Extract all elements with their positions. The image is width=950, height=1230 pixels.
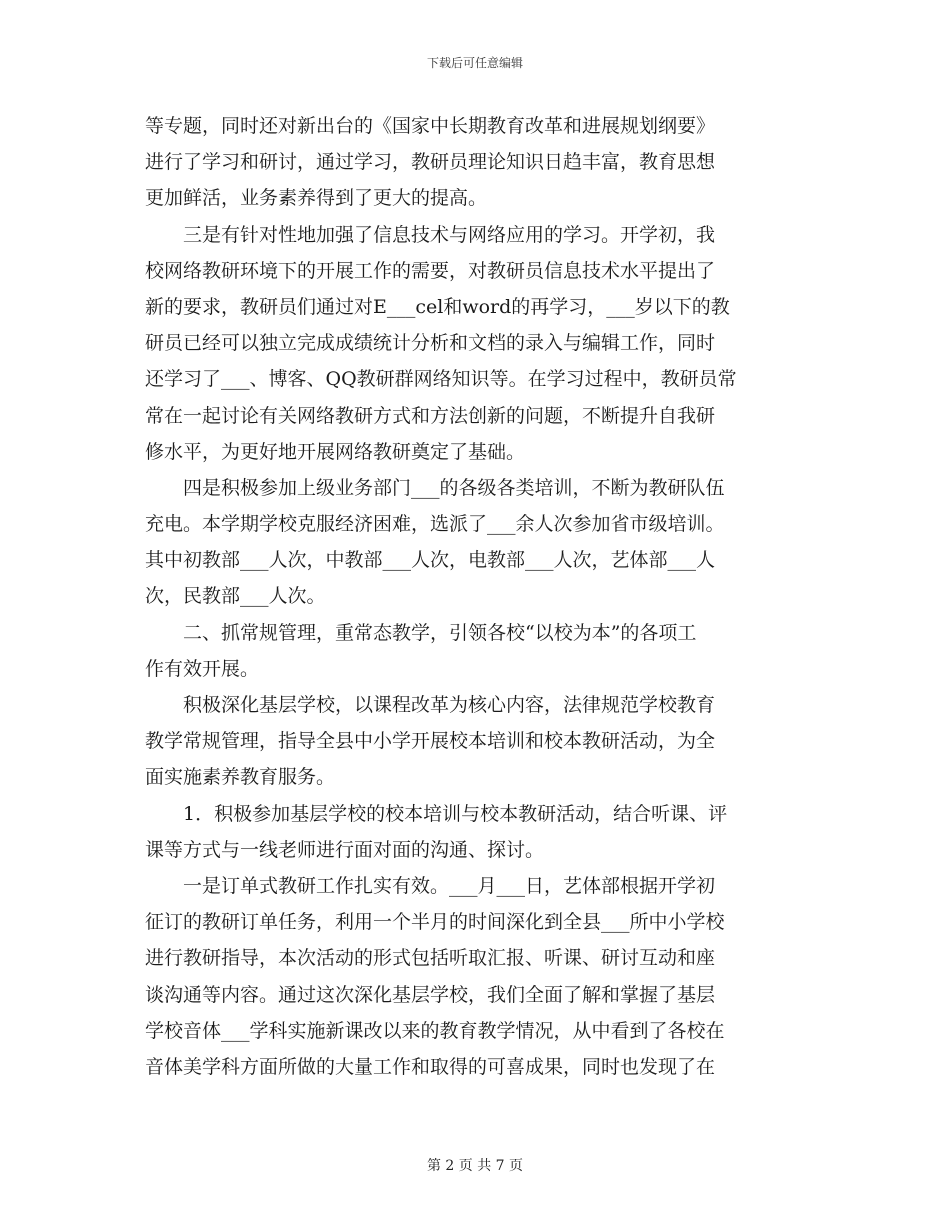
text-line: 充电。本学期学校克服经济困难，选派了___余人次参加省市级培训。: [145, 513, 725, 536]
text-line: 修水平，为更好地开展网络教研奠定了基础。: [145, 440, 526, 463]
text-line: 校网络教研环境下的开展工作的需要，对教研员信息技术水平提出了: [145, 259, 716, 282]
text-line: 其中初教部___人次，中教部___人次，电教部___人次，艺体部___人: [145, 549, 716, 572]
text-line: 积极深化基层学校，以课程改革为核心内容，法律规范学校教育: [183, 694, 716, 716]
text-line: 常在一起讨论有关网络教研方式和方法创新的问题，不断提升自我研: [145, 404, 716, 427]
text-line: 教学常规管理，指导全县中小学开展校本培训和校本教研活动，为全: [145, 730, 716, 753]
text-line: 谈沟通等内容。通过这次深化基层学校，我们全面了解和掌握了基层: [145, 983, 716, 1006]
text-line: 新的要求，教研员们通过对E___cel和word的再学习，___岁以下的教: [145, 295, 730, 318]
text-line: 进行教研指导，本次活动的形式包括听取汇报、听课、研讨互动和座: [145, 947, 716, 970]
text-line: 更加鲜活，业务素养得到了更大的提高。: [145, 187, 488, 210]
text-line: 还学习了___、博客、QQ教研群网络知识等。在学习过程中，教研员常: [145, 368, 737, 391]
text-line: 一是订单式教研工作扎实有效。___月___日，艺体部根据开学初: [183, 874, 716, 897]
page-header: 下载后可任意编辑: [426, 56, 523, 70]
text-line: 音体美学科方面所做的大量工作和取得的可喜成果，同时也发现了在: [145, 1055, 716, 1078]
text-line: 等专题，同时还对新出台的《国家中长期教育改革和进展规划纲要》: [145, 115, 716, 137]
text-line: 进行了学习和研讨，通过学习，教研员理论知识日趋丰富，教育思想: [145, 151, 716, 174]
text-line: 学校音体___学科实施新课改以来的教育教学情况，从中看到了各校在: [145, 1019, 725, 1042]
text-line: 作有效开展。: [145, 657, 260, 680]
text-line: 征订的教研订单任务，利用一个半月的时间深化到全县___所中小学校: [145, 911, 725, 934]
text-line: 次，民教部___人次。: [145, 585, 326, 608]
text-line: 研员已经可以独立完成成绩统计分析和文档的录入与编辑工作，同时: [145, 332, 716, 355]
text-line: 面实施素养教育服务。: [145, 766, 336, 789]
document-body: [145, 108, 813, 1085]
text-line: 三是有针对性地加强了信息技术与网络应用的学习。开学初，我: [183, 223, 716, 246]
text-line: 1．积极参加基层学校的校本培训与校本教研活动，结合听课、评: [183, 802, 728, 825]
text-line: 课等方式与一线老师进行面对面的沟通、探讨。: [145, 838, 545, 861]
page-footer: 第 2 页 共 7 页: [426, 1158, 524, 1174]
text-line: 二、抓常规管理，重常态教学，引领各校“以校为本”的各项工: [183, 621, 697, 644]
text-line: 四是积极参加上级业务部门___的各级各类培训，不断为教研队伍: [183, 476, 725, 499]
